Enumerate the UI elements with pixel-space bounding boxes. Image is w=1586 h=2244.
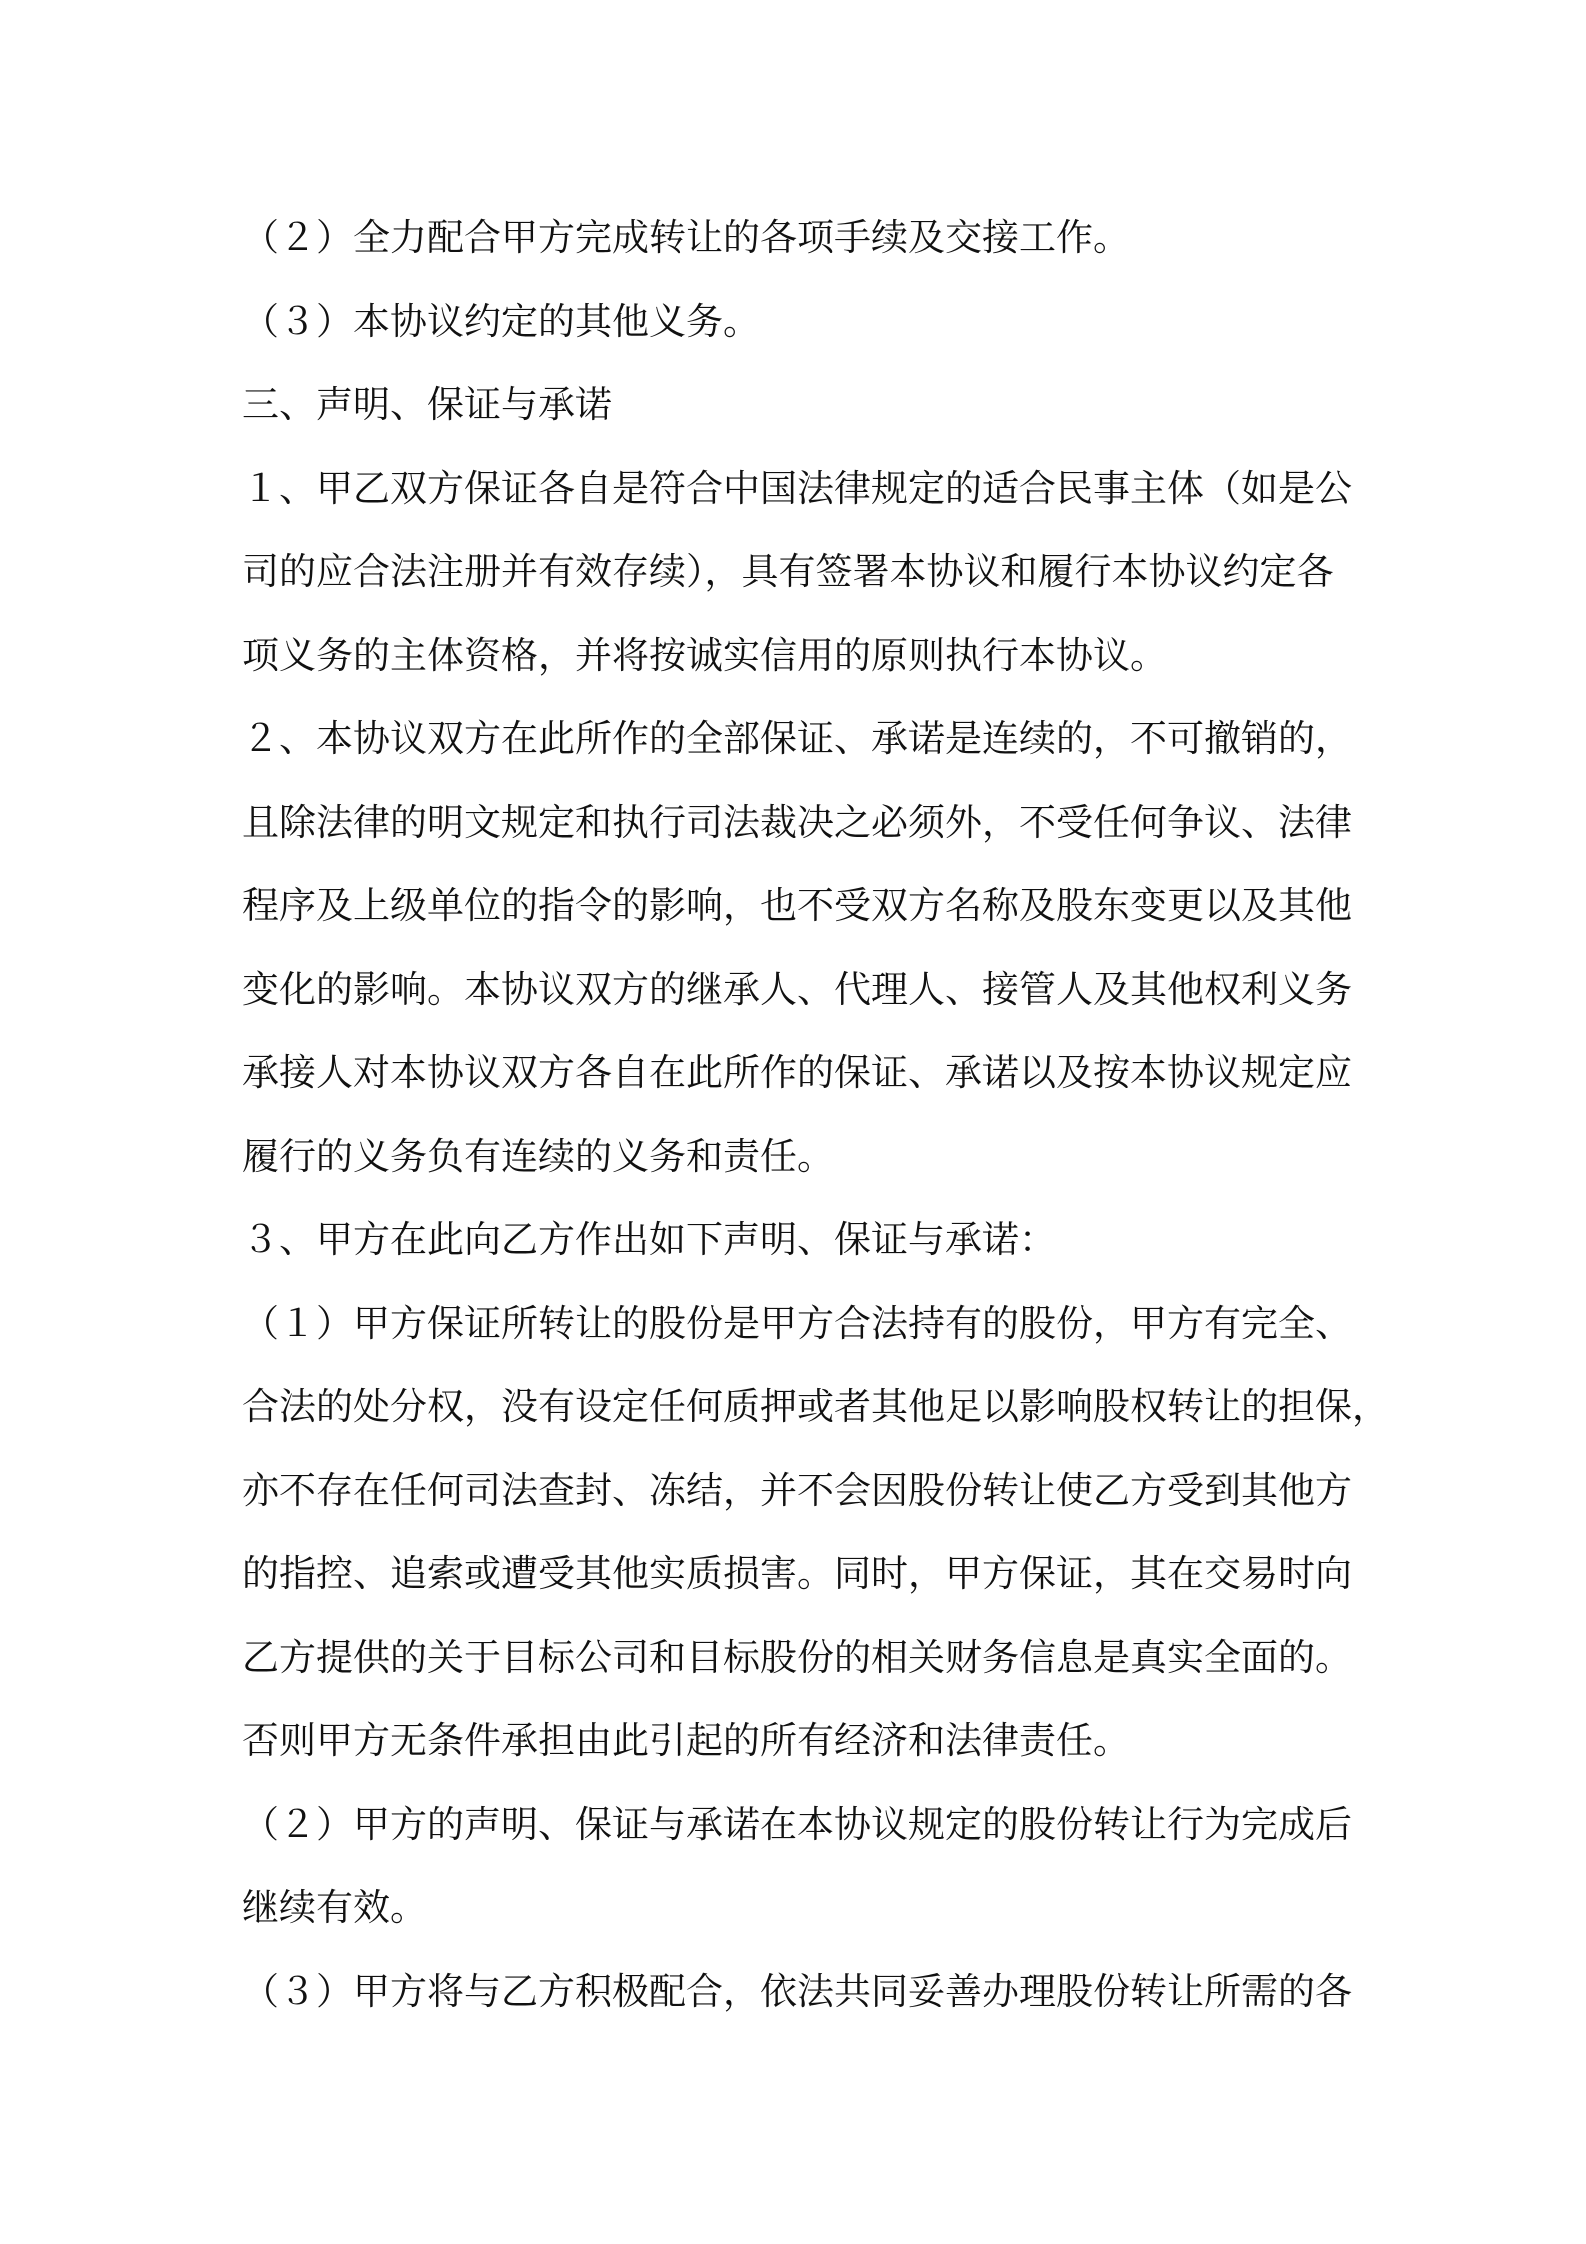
text-line: 履行的义务负有连续的义务和责任。 bbox=[242, 1134, 834, 1178]
text-line: 合法的处分权，没有设定任何质押或者其他足以影响股权转让的担保， bbox=[242, 1385, 1389, 1428]
text-line: 变化的影响。本协议双方的继承人、代理人、接管人及其他权利义务 bbox=[242, 967, 1352, 1011]
text-line: 承接人对本协议双方各自在此所作的保证、承诺以及按本协议规定应 bbox=[242, 1051, 1352, 1094]
text-line: 司的应合法注册并有效存续），具有签署本协议和履行本协议约定各 bbox=[242, 550, 1334, 593]
text-line: （３）本协议约定的其他义务。 bbox=[242, 299, 760, 343]
text-line: ３、甲方在此向乙方作出如下声明、保证与承诺： bbox=[242, 1218, 1056, 1261]
text-line: １、甲乙双方保证各自是符合中国法律规定的适合民事主体（如是公 bbox=[242, 466, 1352, 510]
text-line: ２、本协议双方在此所作的全部保证、承诺是连续的，不可撤销的， bbox=[242, 717, 1352, 760]
text-line: 乙方提供的关于目标公司和目标股份的相关财务信息是真实全面的。 bbox=[242, 1635, 1352, 1679]
text-line: （２）甲方的声明、保证与承诺在本协议规定的股份转让行为完成后 bbox=[242, 1802, 1352, 1846]
text-line: 且除法律的明文规定和执行司法裁决之必须外，不受任何争议、法律 bbox=[242, 800, 1352, 844]
text-line: 程序及上级单位的指令的影响，也不受双方名称及股东变更以及其他 bbox=[242, 884, 1352, 927]
text-line: （１）甲方保证所转让的股份是甲方合法持有的股份，甲方有完全、 bbox=[242, 1301, 1352, 1345]
text-line: 亦不存在任何司法查封、冻结，并不会因股份转让使乙方受到其他方 bbox=[242, 1468, 1352, 1512]
text-line: （３）甲方将与乙方积极配合，依法共同妥善办理股份转让所需的各 bbox=[242, 1969, 1352, 2013]
section-heading: 三、声明、保证与承诺 bbox=[242, 383, 612, 426]
text-line: 项义务的主体资格，并将按诚实信用的原则执行本协议。 bbox=[242, 633, 1167, 677]
document-body bbox=[242, 196, 1389, 2033]
text-line: （２）全力配合甲方完成转让的各项手续及交接工作。 bbox=[242, 216, 1130, 259]
text-line: 否则甲方无条件承担由此引起的所有经济和法律责任。 bbox=[242, 1719, 1130, 1762]
text-line: 的指控、追索或遭受其他实质损害。同时，甲方保证，其在交易时向 bbox=[242, 1552, 1352, 1595]
text-line: 继续有效。 bbox=[242, 1886, 427, 1929]
